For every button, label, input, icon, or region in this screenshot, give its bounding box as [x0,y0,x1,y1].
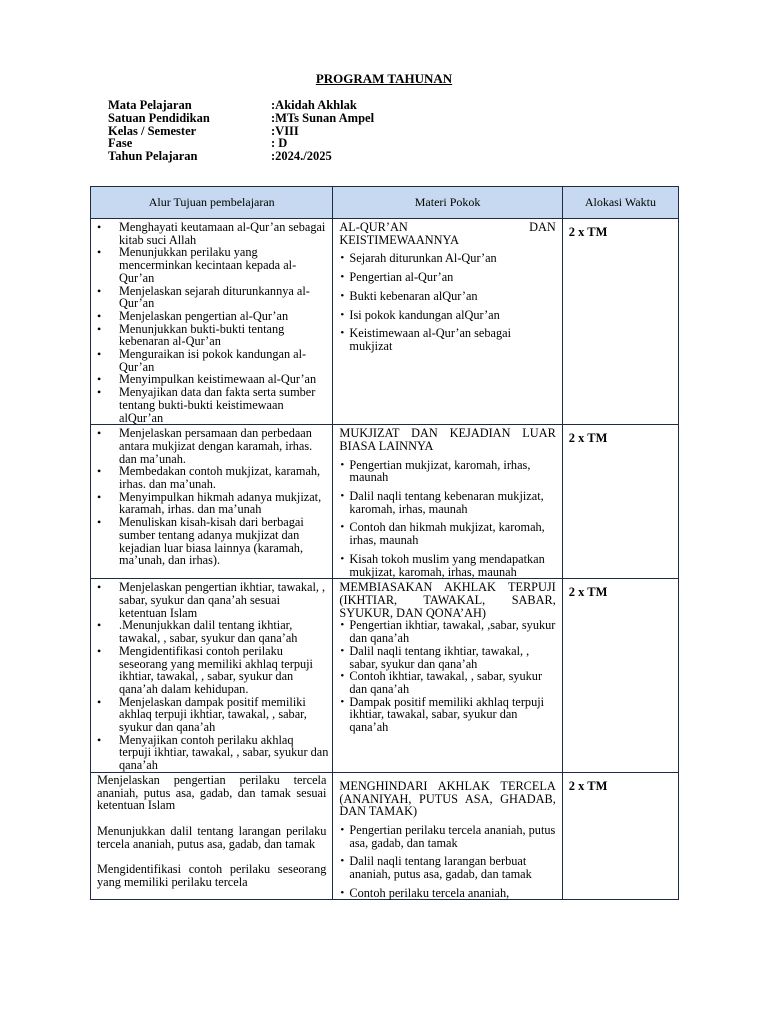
material-list [333,459,561,579]
list-item: • Pengertian al-Qur’an [349,271,555,284]
objective-paragraph: Mengidentifikasi contoh perilaku seseorang yang memiliki perilaku tercela [97,862,327,890]
list-item: • Menyimpulkan keistimewaan al-Qur’an [119,373,328,386]
list-item: • Pengertian mukjizat, karomah, irhas, maunah [349,459,555,484]
list-item: • Contoh dan hikmah mukjizat, karomah, irhas, maunah [349,521,555,546]
list-item: • Menghayati keutamaan al-Qur’an sebagai kitab suci Allah [119,221,328,246]
table-row [91,425,679,579]
list-item: • Membedakan contoh mukjizat, karamah, irhas. dan ma’unah. [119,465,328,490]
list-item: • Menguraikan isi pokok kandungan al-Qur’an [119,348,328,373]
list-item: • Menuliskan kisah-kisah dari berbagai sumber tentang adanya mukjizat dan kejadian luar biasa lainnya (karamah, ma’unah, dan irhas). [119,516,328,567]
material-list [333,619,561,733]
list-item: • Menunjukkan perilaku yang mencerminkan kecintaan kepada al-Qur’an [119,246,328,284]
list-item: • Kisah tokoh muslim yang mendapatkan mukjizat, karomah, irhas, maunah [349,553,555,578]
info-value: :Akidah Akhlak [271,98,357,112]
info-value: : D [271,136,288,151]
list-item: • Dampak positif memiliki akhlaq terpuji ikhtiar, tawakal, sabar, syukur dan qana’ah [349,696,555,734]
list-item: • Menunjukkan bukti-bukti tentang kebenaran al-Qur’an [119,323,328,348]
info-row-school [108,112,374,125]
material-list [333,252,561,352]
objective-paragraph: Menjelaskan pengertian perilaku tercela ananiah, putus asa, gadab, dan tamak sesuai ketentuan Islam [97,772,327,813]
info-row-class [108,125,374,138]
list-item: • Contoh ikhtiar, tawakal, , sabar, syukur dan qana’ah [349,670,555,695]
time-allocation-cell: 2 x TM [562,219,678,425]
info-value: :2024./2025 [271,149,332,164]
material-heading: AL-QUR’AN DAN KEISTIMEWAANNYA [339,220,556,247]
document-title: PROGRAM TAHUNAN [315,71,453,86]
info-label: Mata Pelajaran [108,98,192,112]
material-cell [333,579,562,773]
objectives-cell [91,772,333,900]
list-item: • Dalil naqli tentang ikhtiar, tawakal, , sabar, syukur dan qana’ah [349,645,555,670]
list-item: • Keistimewaan al-Qur’an sebagai mukjizat [349,327,555,352]
list-item: • .Menunjukkan dalil tentang ikhtiar, tawakal, , sabar, syukur dan qana’ah [119,619,328,644]
program-table [90,186,679,900]
objectives-list [91,581,332,772]
list-item: • Bukti kebenaran alQur’an [349,290,555,303]
objectives-list [91,221,332,424]
list-item: • Pengertian ikhtiar, tawakal, ,sabar, syukur dan qana’ah [349,619,555,644]
table-row [91,772,679,900]
header-learning-objectives: Alur Tujuan pembelajaran [91,187,333,219]
time-allocation-cell: 2 x TM [562,579,678,773]
info-label: Satuan Pendidikan [108,110,210,125]
list-item: • Menjelaskan persamaan dan perbedaan antara mukjizat dengan karamah, irhas. dan ma’unah. [119,427,328,465]
header-time-allocation: Alokasi Waktu [562,187,678,219]
info-label: Kelas / Semester [108,123,197,138]
table-header-row [91,187,679,219]
list-item: • Menjelaskan pengertian ikhtiar, tawakal, , sabar, syukur dan qana’ah sesuai ketentuan Islam [119,581,328,619]
info-value: :VIII [271,123,299,138]
list-item: • Menjelaskan pengertian al-Qur’an [119,310,328,323]
material-list [333,824,561,900]
list-item: • Dalil naqli tentang larangan berbuat ananiah, putus asa, gadab, dan tamak [349,855,555,880]
time-allocation-cell: 2 x TM [562,772,678,900]
list-item: • Menyajikan data dan fakta serta sumber tentang bukti-bukti keistimewaan alQur’an [119,386,328,424]
objectives-cell [91,219,333,425]
objectives-cell [91,579,333,773]
material-cell [333,772,562,900]
list-item: • Menyajikan contoh perilaku akhlaq terpuji ikhtiar, tawakal, , sabar, syukur dan qana’ah [119,734,328,772]
info-label: Tahun Pelajaran [108,149,198,164]
header-main-material: Materi Pokok [333,187,562,219]
material-heading: MUKJIZAT DAN KEJADIAN LUAR BIASA LAINNYA [339,426,556,453]
list-item: • Mengidentifikasi contoh perilaku seseorang yang memiliki akhlaq terpuji ikhtiar, tawakal, , sabar, syukur dan qana’ah dalam kehidupan. [119,645,328,696]
info-value: :MTs Sunan Ampel [271,110,375,125]
material-heading: MENGHINDARI AKHLAK TERCELA (ANANIYAH, PUTUS ASA, GHADAB, DAN TAMAK) [339,778,556,819]
list-item: • Menyimpulkan hikmah adanya mukjizat, karamah, irhas. dan ma’unah [119,491,328,516]
info-row-year [108,150,374,163]
material-heading: MEMBIASAKAN AKHLAK TERPUJI (IKHTIAR, TAWAKAL, SABAR, SYUKUR, DAN QONA’AH) [339,580,556,620]
list-item: • Dalil naqli tentang kebenaran mukjizat, karomah, irhas, maunah [349,490,555,515]
table-row [91,219,679,425]
table-row [91,579,679,773]
list-item: • Menjelaskan sejarah diturunkannya al-Qur’an [119,285,328,310]
material-cell [333,219,562,425]
time-allocation-cell: 2 x TM [562,425,678,579]
subject-info [108,99,374,163]
material-cell [333,425,562,579]
list-item: • Sejarah diturunkan Al-Qur’an [349,252,555,265]
list-item: • Menjelaskan dampak positif memiliki akhlaq terpuji ikhtiar, tawakal, , sabar, syukur dan qana’ah [119,696,328,734]
info-row-subject [108,99,374,112]
objective-paragraph: Menunjukkan dalil tentang larangan perilaku tercela ananiah, putus asa, gadab, dan tamak [97,823,327,851]
list-item: • Isi pokok kandungan alQur’an [349,309,555,322]
list-item: • Pengertian perilaku tercela ananiah, putus asa, gadab, dan tamak [349,824,555,849]
objectives-cell [91,425,333,579]
list-item: • Contoh perilaku tercela ananiah, [349,887,555,900]
objectives-list [91,427,332,567]
info-label: Fase [108,136,133,151]
